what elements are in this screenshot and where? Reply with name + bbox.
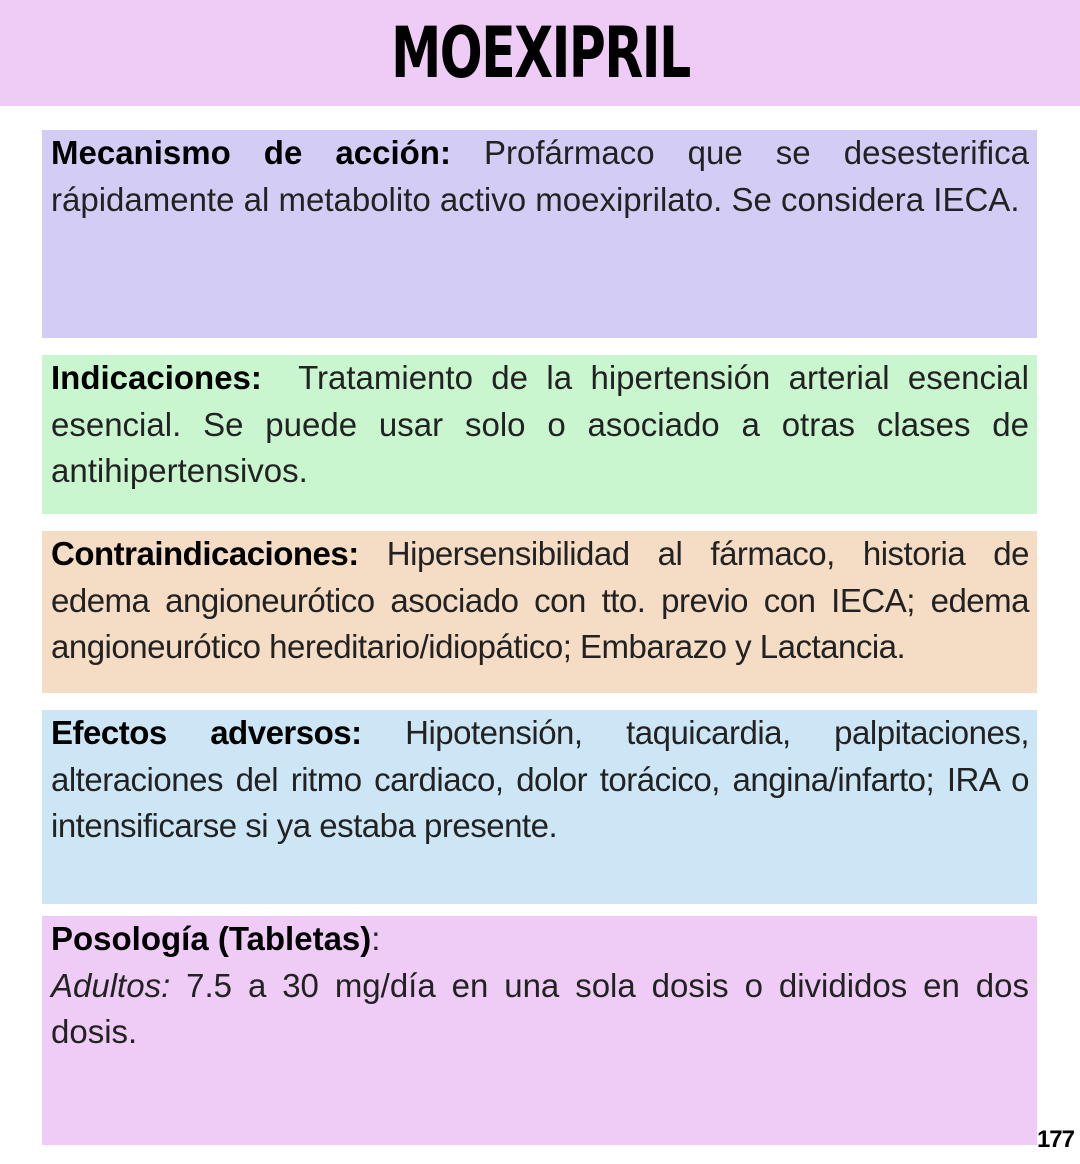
dosage-sublabel: Adultos:: [51, 966, 171, 1004]
section-text: Tratamiento de la hipertensión arterial esencial esencial. Se puede usar solo o asociado a otras clases de antihipertensivos.: [51, 359, 1039, 489]
section-colon: :: [371, 920, 381, 957]
section-contraindications: [42, 531, 1037, 693]
section-label: Mecanismo de acción:: [51, 134, 451, 171]
drug-title: MOEXIPRIL: [390, 12, 690, 94]
section-dosage: [42, 916, 1037, 1145]
section-adverse-effects: [42, 710, 1037, 904]
page-number: 177: [1036, 1126, 1074, 1153]
section-text: 7.5 a 30 mg/día en una sola dosis o divididos en dos dosis.: [51, 966, 1029, 1050]
section-mechanism: [42, 130, 1037, 338]
section-label: Contraindicaciones:: [51, 535, 359, 572]
section-text: Profármaco que se desesterifica rápidamente al metabolito activo moexiprilato. Se considera IECA.: [51, 134, 1029, 218]
section-text: Hipersensibilidad al fármaco, historia de edema angioneurótico asociado con tto. previo con IECA; edema angioneurótico hereditario/idiopático; Embarazo y Lactancia.: [51, 535, 1029, 665]
section-indications: [42, 355, 1037, 514]
section-label: Indicaciones:: [51, 359, 262, 396]
section-label: Efectos adversos:: [51, 714, 362, 751]
section-text: Hipotensión, taquicardia, palpitaciones, alteraciones del ritmo cardiaco, dolor torácico, angina/infarto; IRA o intensificarse si ya estaba presente.: [51, 714, 1029, 844]
title-banner: [0, 0, 1080, 106]
section-label: Posología (Tabletas): [51, 920, 372, 957]
